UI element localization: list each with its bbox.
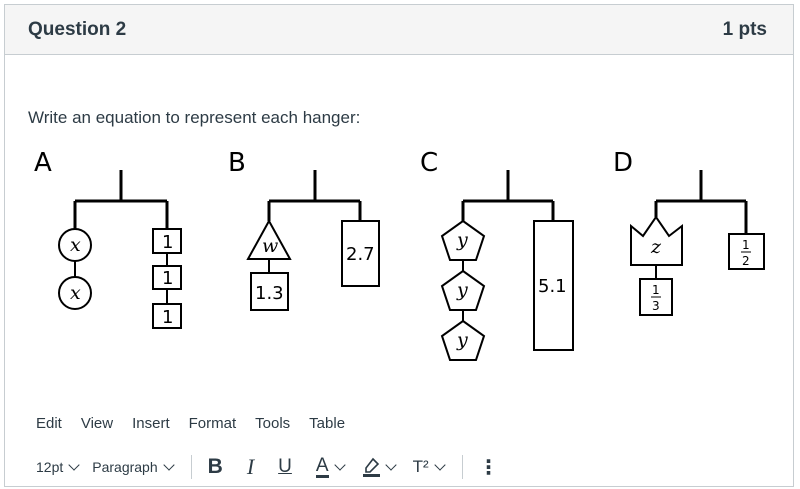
box-label: 1.3 [255, 283, 284, 304]
hanger-label-a: A [34, 148, 52, 178]
chevron-down-icon [434, 459, 445, 470]
hanger-d [613, 148, 764, 315]
box-label: 1 [162, 268, 174, 289]
chevron-down-icon [69, 459, 80, 470]
menu-tools[interactable]: Tools [255, 415, 291, 432]
superscript-button[interactable] [413, 457, 444, 477]
menu-view[interactable]: View [80, 415, 114, 432]
question-title: Question 2 [28, 19, 127, 40]
box-label: 1 [162, 307, 174, 328]
var-label: y [457, 229, 468, 251]
var-label: x [70, 234, 81, 256]
italic-icon[interactable]: I [246, 454, 255, 479]
toolbar-divider [191, 455, 192, 479]
box-label: 2.7 [346, 244, 375, 265]
toolbar-divider [462, 455, 463, 479]
font-size-select[interactable] [36, 459, 78, 475]
fraction-numerator: 1 [652, 283, 660, 297]
editor-toolbar [36, 451, 523, 483]
hanger-a [34, 148, 181, 328]
var-label: y [457, 279, 468, 301]
highlight-color-button[interactable] [362, 457, 395, 477]
fraction-numerator: 1 [742, 238, 750, 252]
chevron-down-icon [163, 459, 174, 470]
block-format-select[interactable] [92, 459, 172, 475]
fraction-denominator: 2 [742, 254, 750, 268]
highlighter-icon [362, 457, 380, 477]
superscript-icon: T² [412, 457, 429, 476]
underline-icon[interactable]: U [278, 456, 292, 477]
box-label: 5.1 [538, 276, 567, 297]
editor-menubar [36, 410, 364, 438]
var-label: y [457, 329, 468, 351]
menu-edit[interactable]: Edit [36, 415, 62, 432]
hanger-label-b: B [228, 148, 246, 178]
hanger-label-c: C [420, 148, 439, 178]
menu-format[interactable]: Format [188, 415, 237, 432]
fraction-denominator: 3 [652, 299, 660, 313]
question-points: 1 pts [722, 19, 767, 40]
var-label: w [262, 235, 279, 257]
hanger-c [420, 148, 573, 360]
chevron-down-icon [385, 459, 396, 470]
menu-insert[interactable]: Insert [132, 415, 170, 432]
question-prompt: Write an equation to represent each hanger: [28, 108, 361, 127]
text-color-icon: A [315, 454, 329, 476]
block-format-value: Paragraph [92, 459, 158, 475]
var-label: x [70, 282, 81, 304]
chevron-down-icon [334, 459, 345, 470]
hanger-b [228, 148, 379, 310]
hanger-label-d: D [613, 148, 634, 178]
bold-icon[interactable]: B [207, 455, 223, 478]
box-label: 1 [162, 232, 174, 253]
font-size-value: 12pt [36, 459, 64, 475]
text-color-button[interactable] [315, 454, 344, 478]
menu-table[interactable]: Table [309, 415, 346, 432]
var-label: z [651, 236, 662, 258]
more-options-icon[interactable]: ⋮ [478, 456, 499, 479]
